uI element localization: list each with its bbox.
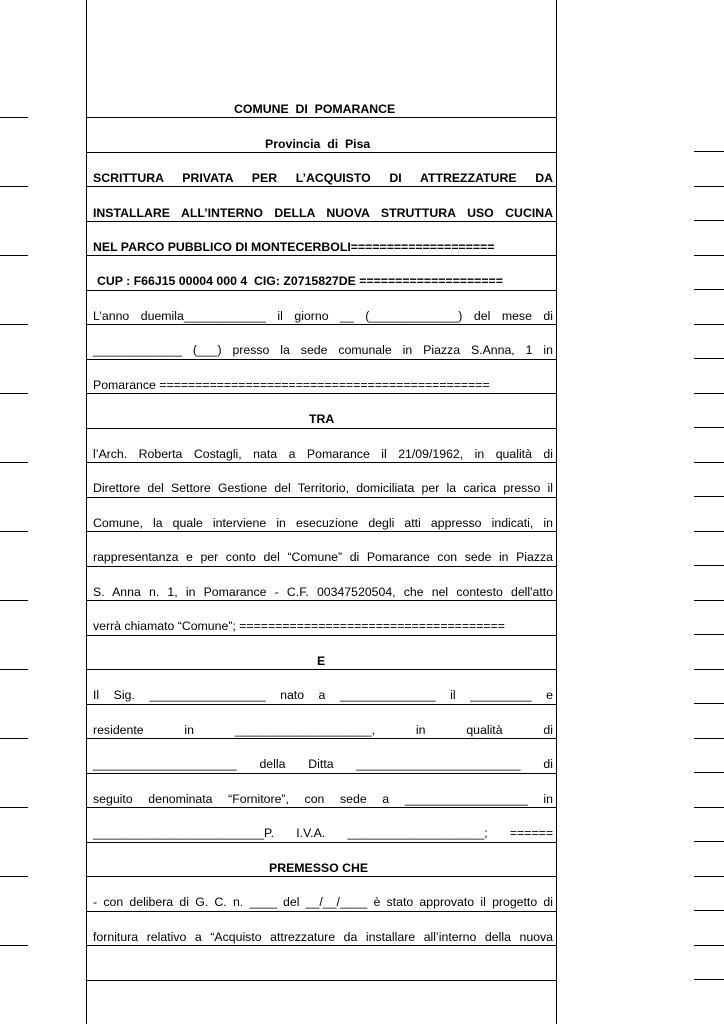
premesso-line-2: fornitura relativo a “Acquisto attrezzature da installare all’interno della nuova bbox=[93, 930, 553, 944]
rule-line bbox=[86, 842, 556, 843]
title-line-3: NEL PARCO PUBBLICO DI MONTECERBOLI==================== bbox=[93, 240, 495, 254]
rule-stub-right bbox=[694, 910, 724, 911]
rule-line bbox=[86, 876, 556, 877]
rule-stub-right bbox=[694, 496, 724, 497]
rule-line bbox=[86, 773, 556, 774]
rule-stub-left bbox=[0, 462, 28, 463]
party-2-line-3: _____________________ della Ditta ________________________ di bbox=[93, 757, 553, 771]
rule-stub-left bbox=[0, 531, 28, 532]
premesso-line-1: - con delibera di G. C. n. ____ del __/__/____ è stato approvato il progetto di bbox=[93, 895, 553, 909]
rule-stub-right bbox=[694, 979, 724, 980]
rule-line bbox=[86, 531, 556, 532]
rule-stub-right bbox=[694, 634, 724, 635]
rule-stub-right bbox=[694, 393, 724, 394]
party-1-line-6: verrà chiamato “Comune”; ===================================== bbox=[93, 619, 505, 633]
rule-line bbox=[86, 669, 556, 670]
rule-stub-right bbox=[694, 703, 724, 704]
preamble-line-2: _____________ (___) presso la sede comunale in Piazza S.Anna, 1 in bbox=[93, 343, 553, 357]
rule-line bbox=[86, 255, 556, 256]
preamble-line-1: L’anno duemila____________ il giorno __ (_____________) del mese di bbox=[93, 309, 553, 323]
premesso-heading: PREMESSO CHE bbox=[269, 861, 369, 875]
title-line-2: INSTALLARE ALL’INTERNO DELLA NUOVA STRUTTURA USO CUCINA bbox=[93, 206, 553, 220]
rule-stub-right bbox=[694, 220, 724, 221]
rule-stub-left bbox=[0, 393, 28, 394]
rule-line bbox=[86, 945, 556, 946]
rule-line bbox=[86, 428, 556, 429]
rule-stub-left bbox=[0, 255, 28, 256]
rule-line bbox=[86, 462, 556, 463]
rule-line bbox=[86, 324, 556, 325]
cup-cig-line: CUP : F66J15 00004 000 4 CIG: Z0715827DE ==================== bbox=[97, 274, 503, 288]
party-2-line-5: _________________________P. I.V.A. ____________________; ====== bbox=[93, 826, 553, 840]
rule-line bbox=[86, 566, 556, 567]
preamble-line-3: Pomarance ============================================== bbox=[93, 378, 490, 392]
rule-line bbox=[86, 290, 556, 291]
rule-stub-left bbox=[0, 186, 28, 187]
rule-line bbox=[86, 117, 556, 118]
title-line-1: SCRITTURA PRIVATA PER L’ACQUISTO DI ATTREZZATURE DA bbox=[93, 171, 553, 185]
rule-line bbox=[86, 911, 556, 912]
left-margin-line bbox=[86, 0, 87, 1024]
rule-stub-left bbox=[0, 738, 28, 739]
rule-stub-right bbox=[694, 600, 724, 601]
rule-line bbox=[86, 704, 556, 705]
party-1-line-2: Direttore del Settore Gestione del Territorio, domiciliata per la carica presso il bbox=[93, 481, 553, 495]
rule-line bbox=[86, 359, 556, 360]
party-2-line-4: seguito denominata “Fornitore”, con sede a __________________ in bbox=[93, 792, 553, 806]
rule-stub-right bbox=[694, 255, 724, 256]
rule-stub-right bbox=[694, 324, 724, 325]
rule-stub-left bbox=[0, 600, 28, 601]
rule-stub-left bbox=[0, 876, 28, 877]
rule-line bbox=[86, 980, 556, 981]
rule-stub-right bbox=[694, 669, 724, 670]
rule-stub-right bbox=[694, 945, 724, 946]
rule-stub-left bbox=[0, 807, 28, 808]
rule-line bbox=[86, 186, 556, 187]
party-1-line-3: Comune, la quale interviene in esecuzione degli atti appresso indicati, in bbox=[93, 516, 553, 530]
rule-line bbox=[86, 635, 556, 636]
rule-stub-right bbox=[694, 151, 724, 152]
rule-line bbox=[86, 221, 556, 222]
party-2-line-2: residente in ____________________, in qualità di bbox=[93, 723, 553, 737]
rule-line bbox=[86, 152, 556, 153]
party-1-line-4: rappresentanza e per conto del “Comune” di Pomarance con sede in Piazza bbox=[93, 550, 553, 564]
rule-stub-right bbox=[694, 807, 724, 808]
rule-stub-left bbox=[0, 324, 28, 325]
rule-line bbox=[86, 807, 556, 808]
comune-heading: COMUNE DI POMARANCE bbox=[234, 102, 396, 116]
e-heading: E bbox=[317, 654, 326, 668]
rule-stub-right bbox=[694, 772, 724, 773]
rule-stub-right bbox=[694, 186, 724, 187]
rule-line bbox=[86, 497, 556, 498]
rule-stub-right bbox=[694, 876, 724, 877]
rule-stub-right bbox=[694, 738, 724, 739]
rule-stub-right bbox=[694, 841, 724, 842]
tra-heading: TRA bbox=[309, 412, 335, 426]
rule-stub-left bbox=[0, 669, 28, 670]
rule-line bbox=[86, 600, 556, 601]
party-1-line-5: S. Anna n. 1, in Pomarance - C.F. 00347520504, che nel contesto dell'atto bbox=[93, 585, 553, 599]
party-2-line-1: Il Sig. _________________ nato a ______________ il _________ e bbox=[93, 688, 553, 702]
rule-stub-left bbox=[0, 117, 28, 118]
provincia-heading: Provincia di Pisa bbox=[265, 137, 371, 151]
rule-line bbox=[86, 393, 556, 394]
rule-stub-right bbox=[694, 462, 724, 463]
rule-line bbox=[86, 738, 556, 739]
rule-stub-right bbox=[694, 531, 724, 532]
rule-stub-right bbox=[694, 289, 724, 290]
rule-stub-right bbox=[694, 358, 724, 359]
rule-stub-right bbox=[694, 565, 724, 566]
rule-stub-right bbox=[694, 427, 724, 428]
party-1-line-1: l’Arch. Roberta Costagli, nata a Pomarance il 21/09/1962, in qualità di bbox=[93, 447, 553, 461]
right-margin-line bbox=[556, 0, 557, 1024]
rule-stub-left bbox=[0, 945, 28, 946]
